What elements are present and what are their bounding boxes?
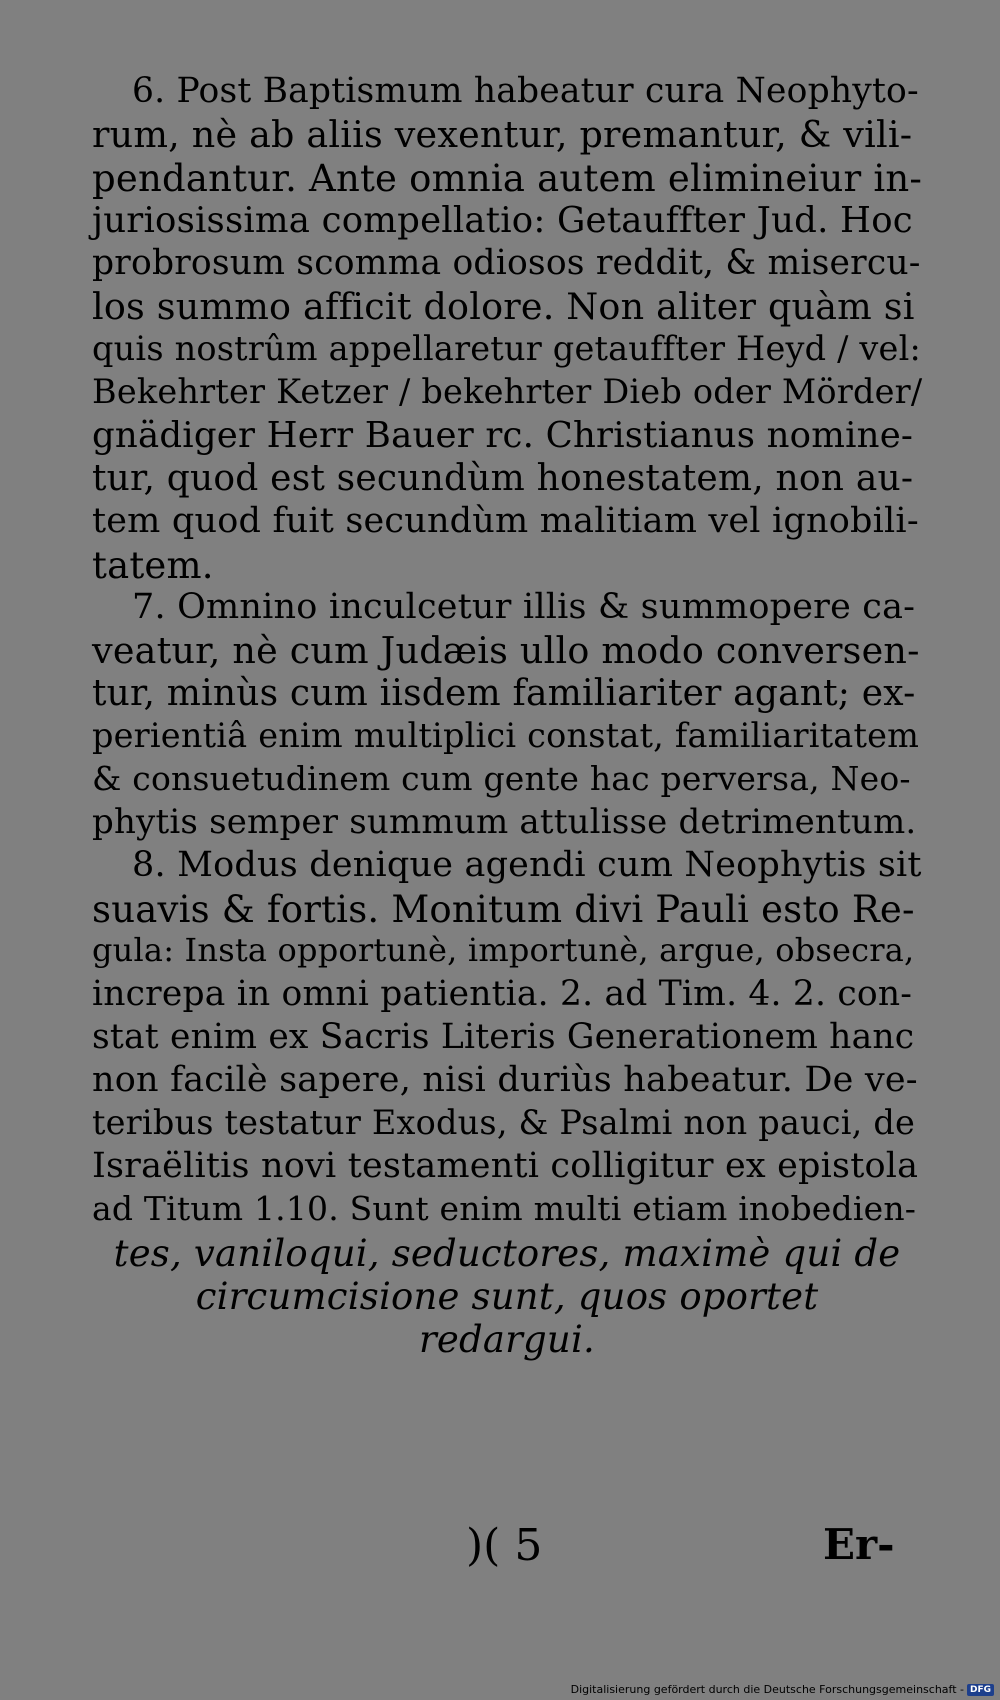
text-line: rum, nè ab aliis vexentur, premantur, & vili-: [92, 113, 913, 156]
text-line: Bekehrter Ketzer / bekehrter Dieb oder Mörder/: [92, 372, 923, 411]
text-line: redargui.: [419, 1318, 595, 1361]
text-line: tes, vaniloqui, seductores, maximè qui de: [113, 1232, 901, 1275]
text-line: Israëlitis novi testamenti colligitur ex epistola: [92, 1146, 919, 1186]
text-line: 6. Post Baptismum habeatur cura Neophyto-: [132, 71, 919, 111]
text-line: suavis & fortis. Monitum divi Pauli esto Re-: [92, 888, 915, 931]
dfg-logo: DFG: [967, 1684, 994, 1696]
text-line: tur, quod est secundùm honestatem, non au-: [92, 458, 914, 499]
signature-mark: )( 5: [466, 1520, 543, 1571]
text-line: 8. Modus denique agendi cum Neophytis sit: [132, 845, 922, 885]
text-line: probrosum scomma odiosos reddit, & misercu-: [92, 243, 921, 283]
text-line: perientiâ enim multiplici constat, familiaritatem: [92, 716, 920, 755]
text-line: circumcisione sunt, quos oportet: [195, 1275, 819, 1318]
text-line: increpa in omni patientia. 2. ad Tim. 4. 2. con-: [92, 974, 913, 1014]
page-foot: [0, 1520, 1000, 1594]
text-line: tatem.: [92, 544, 214, 587]
text-line: gula: Insta opportunè, importunè, argue, obsecra,: [92, 931, 915, 969]
credit-text: Digitalisierung gefördert durch die Deutsche Forschungsgemeinschaft -: [570, 1683, 964, 1696]
text-line: 7. Omnino inculcetur illis & summopere ca-: [132, 587, 916, 627]
text-line: juriosissima compellatio: Getauffter Jud. Hoc: [92, 200, 913, 241]
catchword: Er-: [823, 1520, 895, 1569]
digitization-credit: [571, 1683, 994, 1696]
text-line: tur, minùs cum iisdem familiariter agant; ex-: [92, 673, 916, 714]
text-line: teribus testatur Exodus, & Psalmi non pauci, de: [92, 1103, 916, 1142]
text-line: phytis semper summum attulisse detrimentum.: [92, 802, 917, 842]
text-line: pendantur. Ante omnia autem elimineiur in-: [92, 157, 923, 200]
text-line: gnädiger Herr Bauer rc. Christianus nomine-: [92, 415, 914, 456]
text-line: tem quod fuit secundùm malitiam vel ignobili-: [92, 501, 919, 541]
text-line: ad Titum 1.10. Sunt enim multi etiam inobedien-: [92, 1189, 917, 1228]
text-line: quis nostrûm appellaretur getauffter Heyd / vel:: [92, 329, 921, 368]
text-line: los summo afficit dolore. Non aliter quàm si: [92, 285, 915, 328]
text-line: & consuetudinem cum gente hac perversa, Neo-: [92, 759, 911, 798]
text-line: stat enim ex Sacris Literis Generationem hanc: [92, 1017, 915, 1057]
text-line: non facilè sapere, nisi duriùs habeatur. De ve-: [92, 1060, 918, 1100]
text-line: veatur, nè cum Judæis ullo modo conversen-: [92, 629, 920, 672]
